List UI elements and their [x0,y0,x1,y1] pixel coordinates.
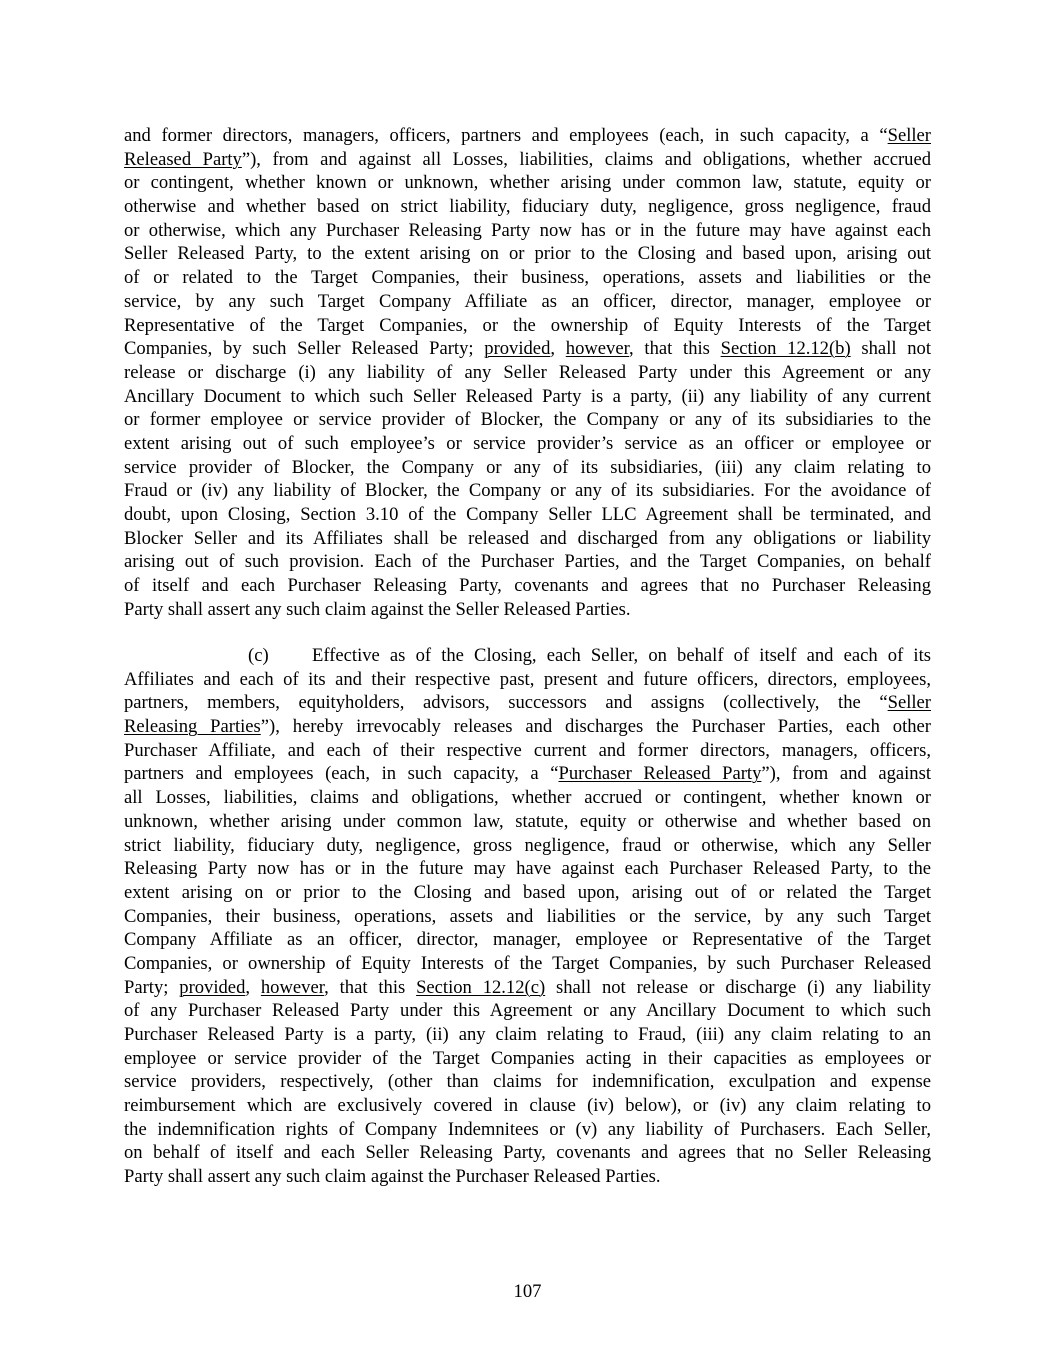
text-run: employee or service provider of the Target Companies acting in their capacities as employees or [124,1047,931,1069]
text-run: of itself and each Purchaser Releasing Party, covenants and agrees that no Purchaser Releasing [124,575,931,597]
text-run: all Losses, liabilities, claims and obligations, whether accrued or contingent, whether known or [124,787,931,809]
text-run: Blocker Seller and its Affiliates shall be released and discharged from any obligations or liability [124,527,931,549]
text-line [124,290,931,314]
text-run: partners and employees (each, in such capacity, a “ [124,763,559,785]
text-line [124,550,931,574]
text-run: Company Affiliate as an officer, director, manager, employee or Representative of the Target [124,929,931,951]
text-run: or contingent, whether known or unknown, whether arising under common law, statute, equity or [124,172,931,194]
text-run: Companies, by such Seller Released Party; [124,338,485,360]
text-run: service providers, respectively, (other than claims for indemnification, exculpation and expense [124,1071,931,1093]
text-line [124,644,931,668]
text-line [124,1118,931,1142]
text-run: Party shall assert any such claim against the Seller Released Parties. [124,598,631,620]
text-run: service provider of Blocker, the Company or any of its subsidiaries, (iii) any claim relating to [124,456,931,478]
text-run: , that this [324,976,417,998]
text-line [124,715,931,739]
paragraph-label: (c) [248,645,269,666]
text-line [124,171,931,195]
underlined-term: Section 12.12(c) [416,976,546,998]
text-line [124,219,931,243]
text-run: Purchaser Affiliate, and each of their respective current and former directors, managers, officers, [124,739,931,761]
text-run: , [550,338,566,360]
text-line [124,1165,931,1189]
text-run: unknown, whether arising under common law, statute, equity or otherwise and whether based on [124,810,931,832]
text-run: Party shall assert any such claim against the Purchaser Released Parties. [124,1166,661,1188]
text-line [124,786,931,810]
text-run: ”), from and against [761,763,931,785]
text-run: release or discharge (i) any liability of any Seller Released Party under this Agreement or any [124,361,931,383]
text-line [124,1094,931,1118]
text-run: strict liability, fiduciary duty, negligence, gross negligence, fraud or otherwise, which any Seller [124,834,931,856]
text-line [124,1023,931,1047]
text-line [124,527,931,551]
text-line [124,503,931,527]
text-line [124,574,931,598]
text-line [124,762,931,786]
text-run: extent arising on or prior to the Closing and based upon, arising out of or related the Target [124,881,931,903]
paragraph-b [124,124,931,621]
text-run: reimbursement which are exclusively covered in clause (iv) below), or (iv) any claim relating to [124,1095,931,1117]
text-run: service, by any such Target Company Affiliate as an officer, director, manager, employee or [124,290,931,312]
text-line [124,479,931,503]
underlined-term: Releasing Parties [124,716,261,738]
text-line [124,361,931,385]
text-run: of any Purchaser Released Party under this Agreement or any Ancillary Document to which such [124,1000,931,1022]
text-run: or former employee or service provider of Blocker, the Company or any of its subsidiaries to the [124,409,931,431]
text-run: , that this [629,338,721,360]
text-line [124,952,931,976]
text-run: Effective as of the Closing, each Seller, on behalf of itself and each of its [312,645,931,666]
text-run: doubt, upon Closing, Section 3.10 of the Company Seller LLC Agreement shall be terminated, and [124,504,931,525]
text-run: of or related to the Target Companies, their business, operations, assets and liabilities or the [124,267,931,289]
underlined-term: Released Party [124,148,242,170]
underlined-term: Section 12.12(b) [720,338,851,360]
text-line [124,337,931,361]
text-line [124,408,931,432]
text-line [124,881,931,905]
underlined-term: provided [179,976,246,998]
text-run: Representative of the Target Companies, or the ownership of Equity Interests of the Target [124,314,931,336]
text-run: Releasing Party now has or in the future may have against each Purchaser Released Party, to the [124,858,931,880]
text-run: shall not release or discharge (i) any liability [545,976,931,998]
underlined-term: provided [484,338,551,360]
text-run: Purchaser Released Party is a party, (ii) any claim relating to Fraud, (iii) any claim relating to an [124,1024,931,1045]
text-run: or otherwise, which any Purchaser Releasing Party now has or in the future may have against each [124,219,931,241]
text-run: and former directors, managers, officers, partners and employees (each, in such capacity, a “ [124,125,888,146]
text-line [124,385,931,409]
text-line [124,1070,931,1094]
text-run: Companies, or ownership of Equity Interests of the Target Companies, by such Purchaser Released [124,952,931,974]
text-run: , [245,976,261,998]
text-line [124,124,931,148]
text-line [124,1141,931,1165]
text-line [124,266,931,290]
underlined-term: Seller [887,125,931,146]
text-line [124,739,931,763]
text-line [124,810,931,834]
text-run: otherwise and whether based on strict liability, fiduciary duty, negligence, gross negligence, fraud [124,196,931,218]
text-line [124,242,931,266]
text-line [124,432,931,456]
text-run: shall not [850,338,931,360]
text-line [124,834,931,858]
text-run: Ancillary Document to which such Seller Released Party is a party, (ii) any liability of any current [124,385,931,407]
text-line [124,905,931,929]
underlined-term: however [260,976,325,998]
page-number: 107 [513,1281,542,1302]
underlined-term: however [565,338,630,360]
text-line [124,976,931,1000]
text-run: ”), hereby irrevocably releases and discharges the Purchaser Parties, each other [260,716,931,738]
text-line [124,928,931,952]
paragraph-c [124,644,931,1189]
text-run: arising out of such provision. Each of the Purchaser Parties, and the Target Companies, on behalf [124,551,931,573]
text-line [124,857,931,881]
text-line [124,691,931,715]
text-line [124,999,931,1023]
underlined-term: Purchaser Released Party [558,763,762,785]
text-run: Affiliates and each of its and their respective past, present and future officers, directors, employees, [124,668,931,690]
text-line [124,1047,931,1071]
text-line [124,314,931,338]
text-line [124,598,931,622]
text-run: Companies, their business, operations, assets and liabilities or the service, by any such Target [124,905,931,927]
text-line [124,148,931,172]
text-run: Party; [124,976,180,998]
text-run: Seller Released Party, to the extent arising on or prior to the Closing and based upon, arising out [124,243,931,265]
text-line [124,456,931,480]
underlined-term: Seller [887,692,931,714]
text-run: Fraud or (iv) any liability of Blocker, the Company or any of its subsidiaries. For the avoidance of [124,480,931,502]
text-line [124,668,931,692]
text-run: on behalf of itself and each Seller Releasing Party, covenants and agrees that no Seller Releasing [124,1142,931,1164]
text-run: extent arising out of such employee’s or service provider’s service as an officer or employee or [124,432,931,454]
text-run: partners, members, equityholders, advisors, successors and assigns (collectively, the “ [124,692,888,714]
text-line [124,195,931,219]
text-run: the indemnification rights of Company Indemnitees or (v) any liability of Purchasers. Each Seller, [124,1118,931,1140]
text-run: ”), from and against all Losses, liabilities, claims and obligations, whether accrued [241,148,931,170]
